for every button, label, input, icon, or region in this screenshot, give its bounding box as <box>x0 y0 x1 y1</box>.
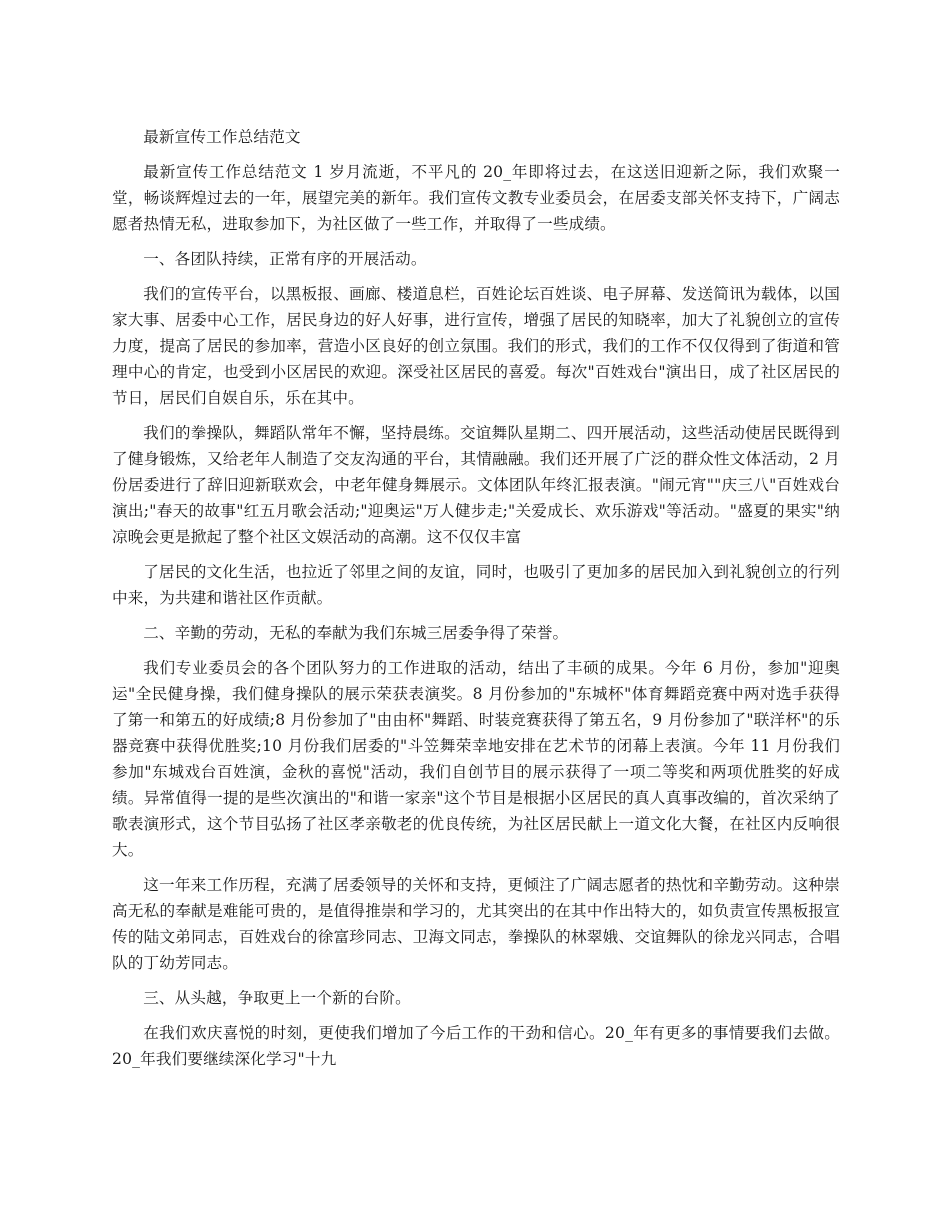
paragraph-volunteers: 这一年来工作历程，充满了居委领导的关怀和支持，更倾注了广阔志愿者的热忱和辛勤劳动。这种崇高无私的奉献是难能可贵的，是值得推崇和学习的，尤其突出的在其中作出特大的，如负责宣传黑板报宣传的陆文弟同志，百姓戏台的徐富珍同志、卫海文同志，拳操队的林翠娥、交谊舞队的徐龙兴同志，合唱队的丁幼芳同志。 <box>112 876 840 972</box>
document-body <box>112 124 840 1081</box>
section-heading-3: 三、从头越，争取更上一个新的台阶。 <box>143 989 411 1007</box>
paragraph-publicity-platform: 我们的宣传平台，以黑板报、画廊、楼道息栏，百姓论坛百姓谈、电子屏幕、发送简讯为载体，以国家大事、居委中心工作，居民身边的好人好事，进行宣传，增强了居民的知晓率，加大了礼貌创立的宣传力度，提高了居民的参加率，营造小区良好的创立氛围。我们的形式，我们的工作不仅仅得到了街道和管理中心的肯定，也受到小区居民的欢迎。深受社区居民的喜爱。每次"百姓戏台"演出日，成了社区居民的节日，居民们自娱自乐，乐在其中。 <box>112 285 840 407</box>
paragraph-activities-continued: 了居民的文化生活，也拉近了邻里之间的友谊，同时，也吸引了更加多的居民加入到礼貌创立的行列中来，为共建和谐社区作贡献。 <box>112 563 840 607</box>
section-heading-1: 一、各团队持续，正常有序的开展活动。 <box>143 250 427 268</box>
section-heading-2: 二、辛勤的劳动，无私的奉献为我们东城三居委争得了荣誉。 <box>143 624 569 642</box>
paragraph-next-year: 在我们欢庆喜悦的时刻，更使我们增加了今后工作的干劲和信心。20_年有更多的事情要我们去做。20_年我们要继续深化学习"十九 <box>112 1024 840 1068</box>
paragraph-intro: 最新宣传工作总结范文 1 岁月流逝，不平凡的 20_年即将过去，在这送旧迎新之际，我们欢聚一堂，畅谈辉煌过去的一年，展望完美的新年。我们宣传文教专业委员会，在居委支部关怀支持下，广阔志愿者热情无私，进取参加下，为社区做了一些工作，并取得了一些成绩。 <box>112 163 840 233</box>
paragraph-teams-activities: 我们的拳操队，舞蹈队常年不懈，坚持晨练。交谊舞队星期二、四开展活动，这些活动使居民既得到了健身锻炼，又给老年人制造了交友沟通的平台，其情融融。我们还开展了广泛的群众性文体活动，2 月份居委进行了辞旧迎新联欢会，中老年健身舞展示。文体团队年终汇报表演。"闹元宵""庆三八"百姓戏台演出;"春天的故事"红五月歌会活动;"迎奥运"万人健步走;"关爱成长、欢乐游戏"等活动。"盛夏的果实"纳凉晚会更是掀起了整个社区文娱活动的高潮。这不仅仅丰富 <box>112 424 840 546</box>
document-title: 最新宣传工作总结范文 <box>143 128 301 146</box>
paragraph-achievements: 我们专业委员会的各个团队努力的工作进取的活动，结出了丰硕的成果。今年 6 月份，参加"迎奥运"全民健身操，我们健身操队的展示荣获表演奖。8 月份参加的"东城杯"体育舞蹈竞赛中两对选手获得了第一和第五的好成绩;8 月份参加了"由由杯"舞蹈、时装竞赛获得了第五名，9 月份参加了"联洋杯"的乐器竞赛中获得优胜奖;10 月份我们居委的"斗笠舞荣幸地安排在艺术节的闭幕上表演。今年 11 月份我们参加"东城戏台百姓演，金秋的喜悦"活动，我们自创节目的展示获得了一项二等奖和两项优胜奖的好成绩。异常值得一提的是些次演出的"和谐一家亲"这个节目是根据小区居民的真人真事改编的，首次采纳了歌表演形式，这个节目弘扬了社区孝亲敬老的优良传统，为社区居民献上一道文化大餐，在社区内反响很大。 <box>112 659 840 859</box>
